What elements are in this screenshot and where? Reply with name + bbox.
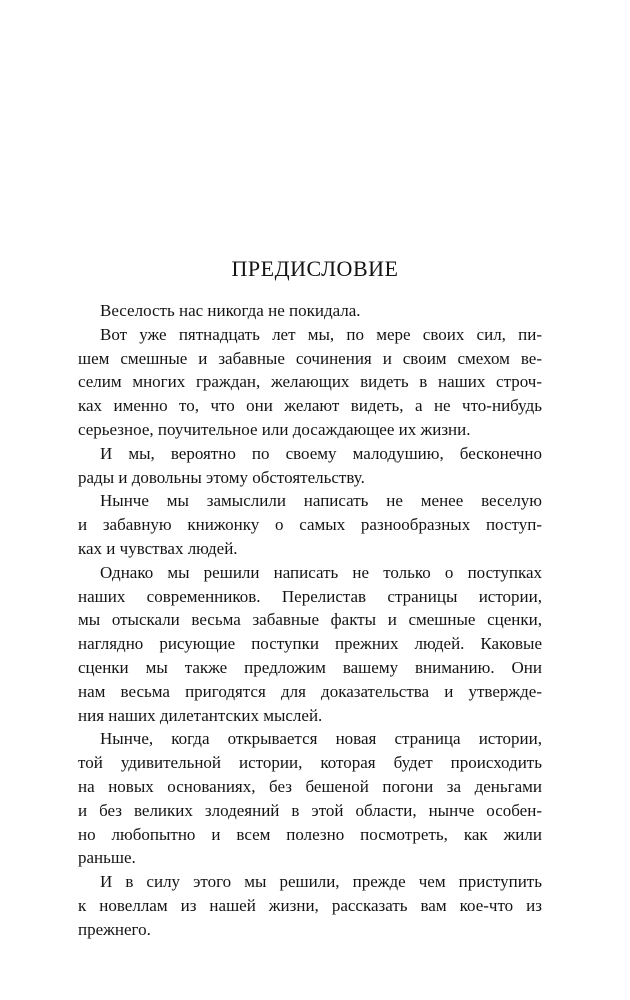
text-line: Веселость нас никогда не покидала. <box>100 301 361 320</box>
text-line: и забавную книжонку о самых разнообразных поступ- <box>78 515 542 535</box>
preface-text <box>78 299 542 942</box>
paragraph-2 <box>78 323 542 442</box>
text-line: ках и чувствах людей. <box>78 538 238 558</box>
text-line: Нынче, когда открывается новая страница истории, <box>100 729 542 749</box>
text-line: И в силу этого мы решили, прежде чем приступить <box>100 872 542 892</box>
text-line: Однако мы решили написать не только о поступках <box>100 562 542 582</box>
text-line: той удивительной истории, которая будет происходить <box>78 753 542 773</box>
paragraph-5 <box>78 561 542 728</box>
text-line: Нынче мы замыслили написать не менее веселую <box>100 491 542 511</box>
paragraph-6 <box>78 727 542 870</box>
text-line: сценки мы также предложим вашему вниманию. Они <box>78 657 542 677</box>
text-line: И мы, вероятно по своему малодушию, бесконечно <box>100 443 542 463</box>
text-line: рады и довольны этому обстоятельству. <box>78 467 365 487</box>
text-line: прежнего. <box>78 919 151 939</box>
paragraph-1 <box>78 299 542 323</box>
text-line: Вот уже пятнадцать лет мы, по мере своих сил, пи- <box>100 324 542 344</box>
text-line: наших современников. Перелистав страницы истории, <box>78 586 542 606</box>
paragraph-7 <box>78 870 542 941</box>
text-line: на новых основаниях, без бешеной погони за деньгами <box>78 776 542 796</box>
chapter-title: ПРЕДИСЛОВИЕ <box>231 256 399 281</box>
text-line: но любопытно и всем полезно посмотреть, как жили <box>78 824 542 844</box>
text-line: наглядно рисующие поступки прежних людей. Каковые <box>78 634 542 654</box>
text-line: ках именно то, что они желают видеть, а не что-нибудь <box>78 396 542 416</box>
text-line: ния наших дилетантских мыслей. <box>78 705 323 725</box>
text-line: мы отыскали весьма забавные факты и смешные сценки, <box>78 610 542 630</box>
text-line: серьезное, поучительное или досаждающее их жизни. <box>78 419 471 439</box>
text-line: к новеллам из нашей жизни, рассказать вам кое-что из <box>78 895 542 915</box>
paragraph-3 <box>78 442 542 490</box>
text-line: раньше. <box>78 848 136 868</box>
text-line: нам весьма пригодятся для доказательства и утвержде- <box>78 681 542 701</box>
paragraph-4 <box>78 489 542 560</box>
text-line: селим многих граждан, желающих видеть в наших строч- <box>78 372 542 392</box>
text-line: и без великих злодеяний в этой области, нынче особен- <box>78 800 542 820</box>
text-line: шем смешные и забавные сочинения и своим смехом ве- <box>78 348 542 368</box>
